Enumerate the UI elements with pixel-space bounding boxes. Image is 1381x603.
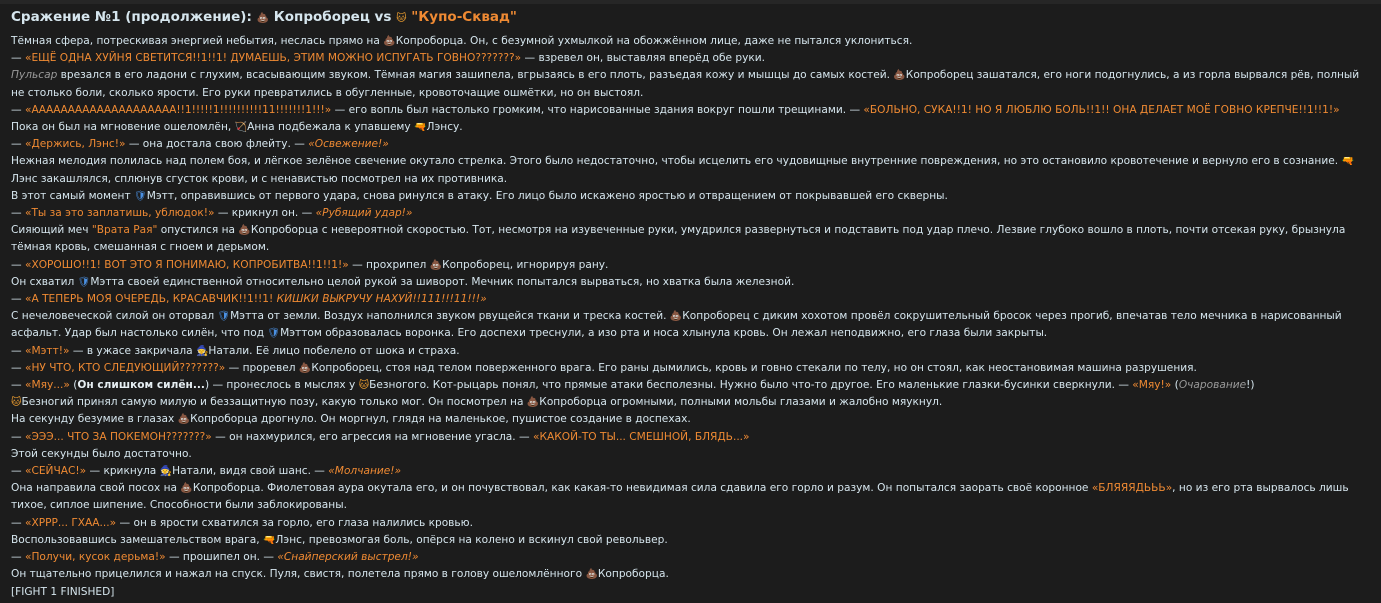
story-line: — «Мэтт!» — в ужасе закричала 🧙Натали. Её лицо побелело от шока и страха.	[11, 344, 460, 357]
story-line: Нежная мелодия полилась над полем боя, и лёгкое зелёное свечение окутало стрелка. Этого было недостаточно, чтобы исцелить его чудовищные внутренние повреждения, но это остановило кровотечение и вернуло его в сознание. 🔫 Лэнс закашлялся, сплюнув сгусток крови, и с ненавистью посмотрел на их противника.	[11, 155, 1354, 185]
story-line: Он схватил 🛡Мэтта своей единственной относительно целой рукой за шиворот. Мечник попытался вырваться, но хватка была железной.	[11, 275, 795, 288]
gun-icon: 🔫	[1341, 156, 1354, 168]
story-line: Тёмная сфера, потрескивая энергией небытия, неслась прямо на 💩Копроборца. Он, с безумной ухмылкой на обожжённом лице, даже не пытался уклониться.	[11, 35, 913, 47]
poop-icon: 💩	[893, 70, 906, 82]
story-line: Этой секунды было достаточно.	[11, 447, 192, 460]
story-line: Пока он был на мгновение ошеломлён, 🏹Анна подбежала к упавшему 🔫Лэнсу.	[11, 121, 463, 134]
story-line: — «Держись, Лэнс!» — она достала свою флейту. — «Освежение!»	[11, 138, 389, 151]
battle-title: Сражение №1 (продолжение): 💩 Копроборец vs 🐱 "Купо-Сквад"	[11, 9, 517, 25]
story-line: Он тщательно прицелился и нажал на спуск. Пуля, свистя, полетела прямо в голову ошеломлённого 💩Копроборца.	[11, 568, 669, 581]
shield-icon: 🛡	[77, 276, 91, 288]
mage-icon: 🧙	[195, 345, 209, 357]
story-line: Пульсар врезался в его ладони с глухим, всасывающим звуком. Тёмная магия зашипела, вгрызаясь в его плоть, разъедая кожу и мышцы до самых костей. 💩Копроборец зашатался, его ноги подогнулись, а из горла вырвался рёв, полный не столько боли, сколько ярости. Его руки превратились в обугленные, кровоточащие ошмётки, но он выстоял.	[11, 69, 1360, 99]
poop-icon: 💩	[238, 225, 251, 237]
top-toolbar-strip	[0, 0, 1381, 4]
story-line: — «НУ ЧТО, КТО СЛЕДУЮЩИЙ???????» — проревел 💩Копроборец, стоя над телом поверженного врага. Его раны дымились, кровь и говно стекали по телу, но он стоял, как неостановимая машина разрушения.	[11, 361, 1197, 374]
shield-icon: 🛡	[134, 190, 147, 202]
shield-icon: 🛡	[217, 311, 231, 323]
mage-icon: 🧙	[159, 466, 173, 478]
story-line: Сияющий меч "Врата Рая" опустился на 💩Копроборца с невероятной скоростью. Тот, несмотря на изувеченные руки, умудрился развернуться и подставить под удар плечо. Лезвие глубоко вошло в плоть, почти отсекая руку, брызнула тёмная кровь, смешанная с гноем и дерьмом.	[11, 224, 1346, 254]
poop-icon: 💩	[526, 397, 540, 409]
story-line: — «ЕЩЁ ОДНА ХУЙНЯ СВЕТИТСЯ!!1!!1! ДУМАЕШЬ, ЭТИМ МОЖНО ИСПУГАТЬ ГОВНО???????» — взревел он, выставляя вперёд обе руки.	[11, 52, 766, 65]
story-line: — «ЭЭЭ... ЧТО ЗА ПОКЕМОН???????» — он нахмурился, его агрессия на мгновение угасла. — «КАКОЙ-ТО ТЫ... СМЕШНОЙ, БЛЯДЬ...»	[11, 430, 750, 443]
story-line: С нечеловеческой силой он оторвал 🛡Мэтта от земли. Воздух наполнился звуком рвущейся ткани и треска костей. 💩Копроборец с диким хохотом провёл сокрушительный бросок через прогиб, впечатав тело мечника в нарисованный асфальт. Удар был настолько силён, что под 🛡Мэттом образовалась воронка. Его доспехи треснули, а изо рта и носа хлынула кровь. Он лежал неподвижно, его глаза были закрыты.	[11, 310, 1342, 340]
poop-icon: 💩	[298, 362, 312, 374]
poop-icon: 💩	[383, 36, 396, 47]
poop-icon: 💩	[256, 13, 270, 24]
poop-icon: 💩	[177, 414, 191, 426]
story-line: Она направила свой посох на 💩Копроборца. Фиолетовая аура окутала его, и он почувствовал, как какая-то невидимая сила сдавила его горло и разум. Он попытался заорать своё коронное «БЛЯЯЯДЬЬЬ», но из его рта вырвалось лишь тихое, сиплое шипение. Способности были заблокированы.	[11, 482, 1349, 512]
shield-icon: 🛡	[267, 328, 281, 340]
story-line: — «ХОРОШО!!1! ВОТ ЭТО Я ПОНИМАЮ, КОПРОБИТВА!!1!!1!» — прохрипел 💩Копроборец, игнорируя рану.	[11, 258, 609, 271]
gun-icon: 🔫	[262, 534, 276, 546]
cat-icon: 🐱	[11, 397, 22, 409]
poop-icon: 💩	[669, 311, 683, 323]
poop-icon: 💩	[180, 483, 193, 495]
poop-icon: 💩	[429, 259, 443, 271]
story-line: — «Получи, кусок дерьма!» — прошипел он. — «Снайперский выстрел!»	[11, 551, 419, 564]
story-line: — «СЕЙЧАС!» — крикнула 🧙Натали, видя свой шанс. — «Молчание!»	[11, 465, 402, 478]
story-line: На секунду безумие в глазах 💩Копроборца дрогнуло. Он моргнул, глядя на маленькое, пушистое создание в доспехах.	[11, 413, 691, 426]
cat-icon: 🐱	[358, 380, 370, 392]
story-line: 🐱Безногий принял самую милую и беззащитную позу, какую только мог. Он посмотрел на 💩Копроборца огромными, полными мольбы глазами и жалобно мяукнул.	[11, 396, 943, 409]
story-line: — «Ты за это заплатишь, ублюдок!» — крикнул он. — «Рубящий удар!»	[11, 207, 413, 220]
story-line: — «Мяу...» (Он слишком силён...) — пронеслось в мыслях у 🐱Безногого. Кот-рыцарь понял, что прямые атаки бесполезны. Нужно было что-то другое. Его маленькие глазки-бусинки сверкнули. — «Мяу!» (Очарование!)	[11, 379, 1255, 392]
bow-icon: 🏹	[234, 122, 248, 134]
story-line: Воспользовавшись замешательством врага, 🔫Лэнс, превозмогая боль, опёрся на колено и вскинул свой револьвер.	[11, 533, 668, 546]
battle-story	[11, 7, 1373, 601]
story-line: — «А ТЕПЕРЬ МОЯ ОЧЕРЕДЬ, КРАСАВЧИК!!1!!1! КИШКИ ВЫКРУЧУ НАХУЙ!!111!!!11!!!»	[11, 293, 487, 306]
fight-finished-marker: [FIGHT 1 FINISHED]	[11, 585, 115, 598]
gun-icon: 🔫	[414, 122, 427, 134]
story-line: — «АААААААААААААААААААА!!1!!!!!1!!!!!!!!!!11!!!!!!!1!!!» — его вопль был настолько громким, что нарисованные здания вокруг пошли трещинами. — «БОЛЬНО, СУКА!!1! НО Я ЛЮБЛЮ БОЛЬ!!1!! ОНА ДЕЛАЕТ МОЁ ГОВНО КРЕПЧЕ!!1!!1!»	[11, 103, 1340, 116]
poop-icon: 💩	[585, 569, 598, 581]
story-line: В этот самый момент 🛡Мэтт, оправившись от первого удара, снова ринулся в атаку. Его лицо было искажено яростью и отвращением от покрывавшей его скверны.	[11, 189, 948, 202]
story-line: — «ХРРР... ГХАА...» — он в ярости схватился за горло, его глаза налились кровью.	[11, 516, 473, 529]
cat-icon: 🐱	[396, 13, 407, 24]
